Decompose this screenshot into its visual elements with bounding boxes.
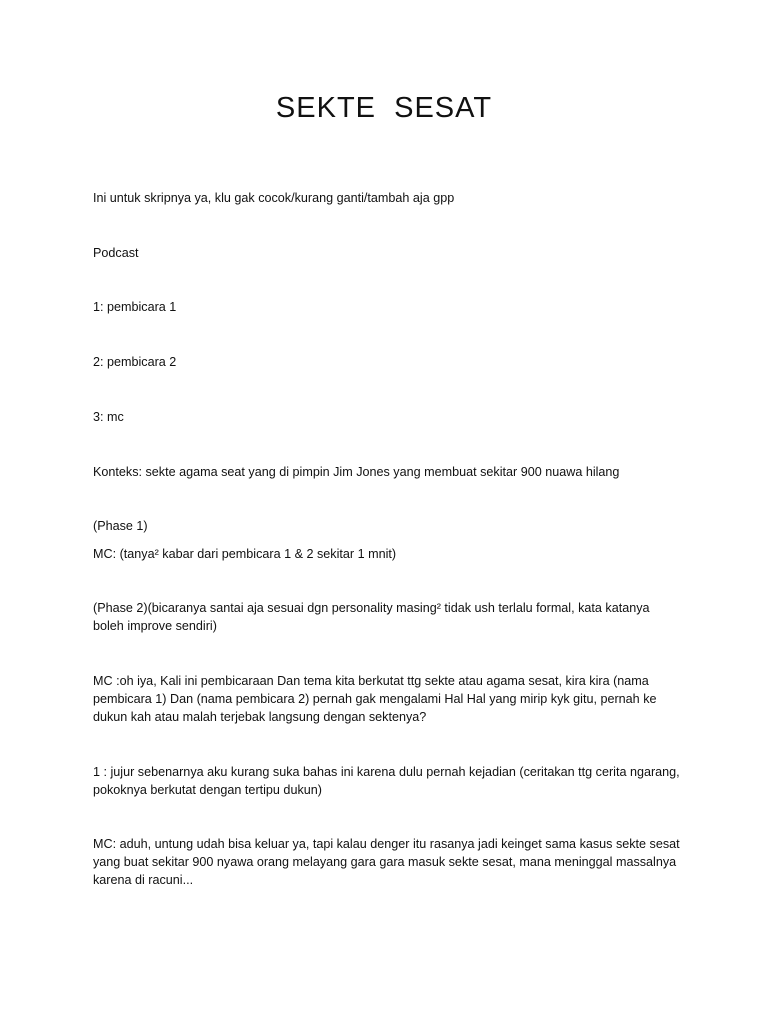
paragraph-speaker-mc: 3: mc xyxy=(93,410,124,424)
paragraph-phase-2: (Phase 2)(bicaranya santai aja sesuai dgn personality masing² tidak ush terlalu formal, kata katanya boleh improve sendiri) xyxy=(93,601,650,633)
paragraph-speaker-1: 1: pembicara 1 xyxy=(93,300,177,314)
paragraph-mc-question: MC :oh iya, Kali ini pembicaraan Dan tema kita berkutat ttg sekte atau agama sesat, kira kira (nama pembicara 1) Dan (nama pembicara 2) pernah gak mengalami Hal Hal yang mirip kyk gitu, pernah ke dukun kah atau malah terjebak langsung dengan sektenya? xyxy=(93,674,657,724)
paragraph-intro-note: Ini untuk skripnya ya, klu gak cocok/kurang ganti/tambah aja gpp xyxy=(93,191,455,205)
paragraph-speaker-2: 2: pembicara 2 xyxy=(93,355,177,369)
document-title: SEKTE SESAT xyxy=(275,92,493,124)
paragraph-mc-greeting: MC: (tanya² kabar dari pembicara 1 & 2 sekitar 1 mnit) xyxy=(93,547,397,561)
paragraph-phase-1: (Phase 1) xyxy=(93,519,148,533)
paragraph-context: Konteks: sekte agama seat yang di pimpin Jim Jones yang membuat sekitar 900 nuawa hilang xyxy=(93,465,620,479)
paragraph-speaker-1-answer: 1 : jujur sebenarnya aku kurang suka bahas ini karena dulu pernah kejadian (ceritakan ttg cerita ngarang, pokoknya berkutat dengan tertipu dukun) xyxy=(93,765,680,797)
paragraph-podcast: Podcast xyxy=(93,246,139,260)
paragraph-mc-response: MC: aduh, untung udah bisa keluar ya, tapi kalau denger itu rasanya jadi keinget sama kasus sekte sesat yang buat sekitar 900 nyawa orang melayang gara gara masuk sekte sesat, mana meninggal massalnya karena di racuni... xyxy=(93,837,680,887)
